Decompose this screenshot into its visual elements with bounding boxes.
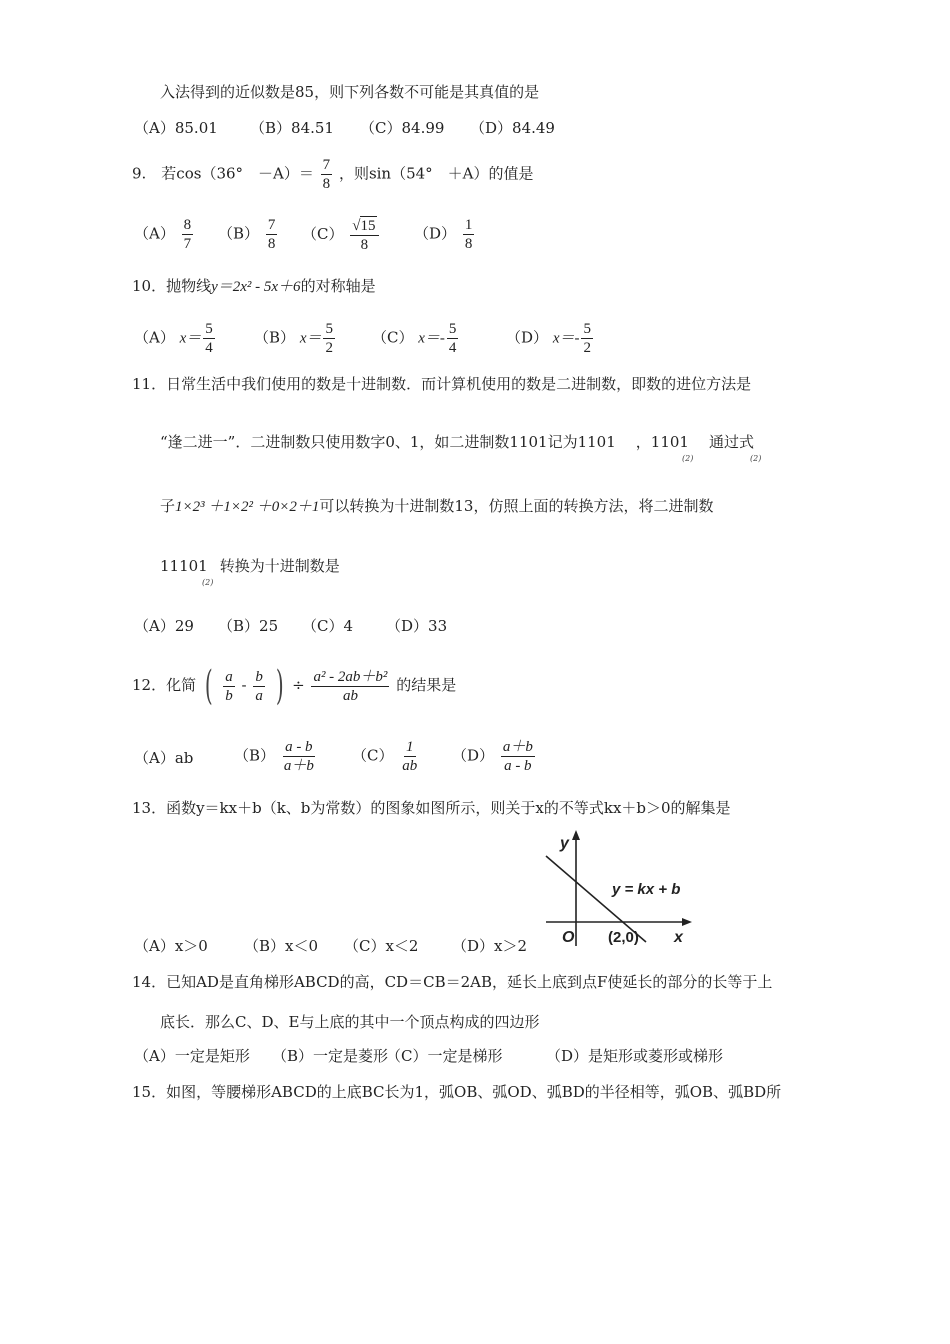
q11-line1: 11．日常生活中我们使用的数是十进制数．而计算机使用的数是二进制数，即数的进位方法是 <box>132 375 752 393</box>
q10-c-frac <box>447 320 459 357</box>
q9-option-a <box>134 216 195 253</box>
q9-a-num: 8 <box>183 217 192 233</box>
q10-option-a-label: （A） <box>134 328 175 347</box>
q12-option-c-label: （C） <box>352 746 394 765</box>
q11-line2-b: ，1101 <box>635 433 689 451</box>
q14-option-c: （C）一定是梯形 <box>386 1047 503 1065</box>
q10-option-b-label: （B） <box>254 328 296 347</box>
q9-b-num: 7 <box>267 217 276 233</box>
q9-d-num: 1 <box>464 217 473 233</box>
q13-option-d: （D）x＞2 <box>452 937 528 955</box>
q9-frac-den: 8 <box>322 176 331 192</box>
q12-left-paren: ( <box>204 663 213 709</box>
q13-option-c: （C）x＜2 <box>344 937 419 955</box>
q10-d-den: 2 <box>583 340 591 356</box>
q12-b-den-opt: a＋b <box>283 758 314 774</box>
q11-line4-a: 11101 <box>160 557 208 575</box>
q12-c-num-opt: 1 <box>406 739 414 755</box>
q9-option-b-label: （B） <box>218 224 260 243</box>
q10-lead: 10．抛物线 <box>132 277 212 295</box>
q12-tail: 的结果是 <box>396 676 457 694</box>
q9-fraction <box>321 156 333 193</box>
q10-a-frac <box>203 320 215 357</box>
q15-line1: 15．如图，等腰梯形ABCD的上底BC长为1，弧OB、弧OD、弧BD的半径相等，弧OB、弧BD所 <box>132 1083 782 1101</box>
q13-option-b: （B）x＜0 <box>244 937 319 955</box>
q10-tail: 的对称轴是 <box>300 277 376 295</box>
q11-line2-c: 通过式 <box>708 433 754 451</box>
q9-option-d <box>414 216 476 253</box>
graph-function-label: y = kx + b <box>612 881 681 898</box>
q10-a-den: 4 <box>205 340 213 356</box>
q9-option-d-frac <box>463 216 475 253</box>
q9-option-a-frac <box>182 216 194 253</box>
q11-base-subscript-2: (2) <box>750 454 762 463</box>
q14-line1: 14．已知AD是直角梯形ABCD的高，CD＝CB＝2AB，延长上底到点F使延长的部分的长等于上 <box>132 973 773 991</box>
q10-a-num: 5 <box>205 321 213 337</box>
q11-line4 <box>160 556 340 576</box>
q10-c-den: 4 <box>448 340 457 356</box>
graph-point-label: (2,0) <box>608 929 639 946</box>
q14-line2: 底长．那么C、D、E与上底的其中一个顶点构成的四边形 <box>160 1013 540 1031</box>
q9-lead: 9. 若cos（36° －A）＝ <box>132 164 314 183</box>
q10-option-a <box>134 320 217 357</box>
q12-a-text: ab <box>174 749 194 767</box>
q12-divide: ÷ <box>292 676 305 694</box>
q8-option-a: （A）85.01 <box>134 119 218 137</box>
q12-a-num: a <box>225 668 233 685</box>
q12-option-b <box>234 738 318 775</box>
q14-option-b: （B）一定是菱形 <box>272 1047 389 1065</box>
q13-stem: 13．函数y＝kx＋b（k、b为常数）的图象如图所示，则关于x的不等式kx＋b＞0的解集是 <box>132 799 731 817</box>
q12-a-den: b <box>225 687 233 704</box>
q12-d-num-opt: a＋b <box>502 739 533 755</box>
q10-d-num: 5 <box>583 321 591 337</box>
q11-line3-b: 可以转换为十进制数13，仿照上面的转换方法，将二进制数 <box>319 497 714 515</box>
q8-option-d: （D）84.49 <box>470 119 555 137</box>
q11-line3-a: 子 <box>160 497 176 515</box>
q12-option-d <box>452 738 537 775</box>
q9-frac-num: 7 <box>322 157 331 173</box>
q12-b-frac <box>282 738 316 775</box>
q11-line3-expr: 1×2³ ＋1×2² ＋0×2＋1 <box>175 499 320 515</box>
q10-option-d <box>506 320 595 357</box>
q12-stem <box>132 663 457 709</box>
q10-stem <box>132 276 376 297</box>
q12-c-frac <box>400 738 419 775</box>
q12-option-d-label: （D） <box>452 746 495 765</box>
q9-option-d-label: （D） <box>414 224 457 243</box>
q12-big-frac <box>311 668 389 705</box>
graph-origin-label: O <box>562 929 575 946</box>
q10-expr: y＝2x² - 5x＋6 <box>211 279 301 295</box>
q12-big-num: a² - 2ab＋b² <box>313 668 388 685</box>
q12-option-b-label: （B） <box>234 746 276 765</box>
q10-option-c <box>372 320 460 357</box>
q9-option-b-frac <box>266 216 278 253</box>
q10-c-pre: x＝- <box>418 330 445 347</box>
q9-c-num: √15 <box>350 216 378 236</box>
graph-x-arrow <box>682 918 692 926</box>
q12-right-paren: ) <box>275 663 284 709</box>
q10-b-pre: x＝ <box>299 330 322 347</box>
q10-c-num: 5 <box>448 321 457 337</box>
q12-option-a-label: （A） <box>134 749 175 767</box>
q9-d-den: 8 <box>464 236 473 252</box>
q14-option-d: （D）是矩形或菱形或梯形 <box>546 1047 724 1065</box>
q11-option-d: （D）33 <box>386 617 448 635</box>
q10-a-pre: x＝ <box>179 330 202 347</box>
q12-frac-b-over-a <box>253 668 265 705</box>
q11-base-subscript-1: (2) <box>682 454 694 463</box>
q9-option-a-label: （A） <box>134 224 175 243</box>
q12-option-a <box>134 748 193 768</box>
q11-option-b: （B）25 <box>218 617 279 635</box>
q10-b-num: 5 <box>325 321 333 337</box>
q12-big-den: ab <box>342 687 358 704</box>
q9-c-den: 8 <box>360 237 369 253</box>
q12-d-den-opt: a - b <box>504 758 532 774</box>
q11-option-a: （A）29 <box>134 617 194 635</box>
graph-x-label: x <box>674 929 683 946</box>
q13-option-a: （A）x＞0 <box>134 937 208 955</box>
q9-a-den: 7 <box>183 236 192 252</box>
q9-option-b <box>218 216 279 253</box>
q11-option-c: （C）4 <box>302 617 354 635</box>
q10-b-den: 2 <box>325 340 333 356</box>
q9-tail: ，则sin（54° ＋A）的值是 <box>338 164 534 183</box>
q11-line4-b: 转换为十进制数是 <box>219 557 340 575</box>
q9-option-c-frac <box>350 216 378 254</box>
q12-option-c <box>352 738 421 775</box>
q10-option-d-label: （D） <box>506 328 549 347</box>
q12-b-num-opt: a - b <box>285 739 313 755</box>
intro-text: 入法得到的近似数是85，则下列各数不可能是其真值的是 <box>160 83 540 101</box>
q12-b-den: a <box>255 687 263 704</box>
q8-option-c: （C）84.99 <box>360 119 445 137</box>
q12-d-frac <box>501 738 535 775</box>
graph-y-arrow <box>572 830 580 840</box>
q11-line2 <box>160 432 754 452</box>
q8-option-b: （B）84.51 <box>250 119 334 137</box>
q10-option-c-label: （C） <box>372 328 414 347</box>
q12-minus: - <box>241 676 247 694</box>
q11-base-subscript-3: (2) <box>202 578 214 587</box>
q10-d-frac <box>581 320 593 357</box>
graph-y-label: y <box>560 835 569 852</box>
q9-stem <box>132 156 534 193</box>
q12-b-num: b <box>255 668 263 685</box>
q13-graph <box>536 828 696 952</box>
q9-c-radicand: 15 <box>360 218 376 234</box>
q14-option-a: （A）一定是矩形 <box>134 1047 250 1065</box>
q9-b-den: 8 <box>267 236 276 252</box>
q9-option-c <box>302 216 381 254</box>
q11-line3 <box>160 496 713 517</box>
q10-option-b <box>254 320 337 357</box>
q10-d-pre: x＝- <box>552 330 580 347</box>
q12-c-den-opt: ab <box>402 758 418 774</box>
q12-lead: 12．化简 <box>132 676 197 694</box>
q9-option-c-label: （C） <box>302 225 344 243</box>
q12-frac-a-over-b <box>223 668 235 705</box>
q11-line2-a: “逢二进一”．二进制数只使用数字0、1，如二进制数1101记为1101 <box>160 433 616 451</box>
q10-b-frac <box>323 320 335 357</box>
